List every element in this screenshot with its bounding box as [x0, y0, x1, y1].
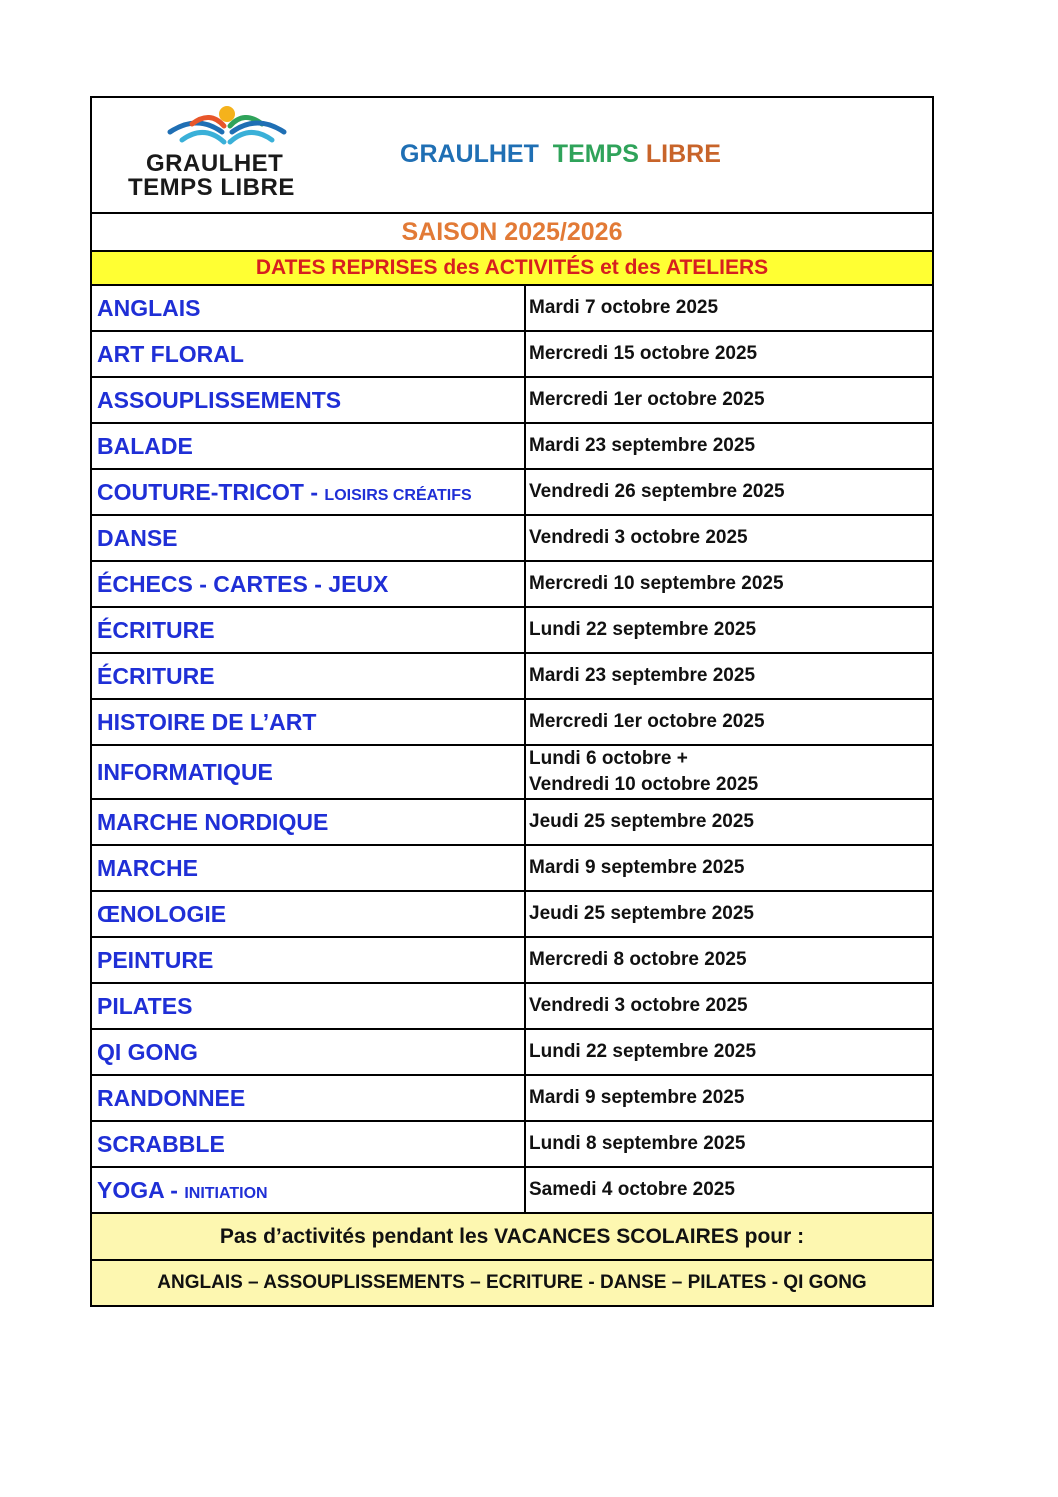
start-date: Jeudi 25 septembre 2025 — [529, 811, 754, 832]
table-row — [91, 799, 933, 845]
activity-cell — [91, 653, 525, 699]
start-date: Lundi 22 septembre 2025 — [529, 1041, 757, 1062]
table-row — [91, 423, 933, 469]
activity-name: PILATES — [97, 992, 193, 1019]
activity-name: INFORMATIQUE — [97, 758, 273, 785]
activity-name: MARCHE — [97, 854, 198, 881]
start-date: Samedi 4 octobre 2025 — [529, 1179, 735, 1200]
activity-cell — [91, 799, 525, 845]
start-date: Lundi 8 septembre 2025 — [529, 1133, 746, 1154]
table-row — [91, 515, 933, 561]
table-row — [91, 1075, 933, 1121]
activity-cell — [91, 845, 525, 891]
activity-name: ASSOUPLISSEMENTS — [97, 386, 342, 413]
table-row — [91, 699, 933, 745]
start-date: Vendredi 26 septembre 2025 — [529, 481, 785, 502]
schedule-table — [90, 96, 934, 1307]
sun-rays-icon — [162, 102, 292, 150]
date-cell — [525, 983, 933, 1029]
activity-subtitle: LOISIRS CRÉATIFS — [324, 486, 472, 504]
activity-name: ÉCRITURE — [97, 662, 215, 689]
activity-cell — [91, 699, 525, 745]
date-cell — [525, 845, 933, 891]
footer-note-row — [91, 1213, 933, 1260]
start-date: Mercredi 15 octobre 2025 — [529, 343, 758, 364]
activity-name: ANGLAIS — [97, 294, 201, 321]
activity-subtitle: INITIATION — [184, 1184, 268, 1202]
date-cell — [525, 285, 933, 331]
logo-text-line1: GRAULHET — [146, 150, 284, 177]
activity-name: QI GONG — [97, 1038, 198, 1065]
activity-name: YOGA - — [97, 1176, 185, 1203]
table-row — [91, 469, 933, 515]
activity-name: SCRABBLE — [97, 1130, 225, 1157]
date-cell — [525, 799, 933, 845]
date-cell — [525, 1121, 933, 1167]
date-cell — [525, 891, 933, 937]
activity-name: RANDONNEE — [97, 1084, 246, 1111]
start-date: Mardi 23 septembre 2025 — [529, 435, 756, 456]
dates-title-row — [91, 251, 933, 285]
start-date: Mercredi 1er octobre 2025 — [529, 711, 765, 732]
start-date: Vendredi 3 octobre 2025 — [529, 527, 748, 548]
activity-cell — [91, 423, 525, 469]
dates-title: DATES REPRISES des ACTIVITÉS et des ATELIERS — [91, 251, 933, 285]
header-row — [91, 97, 933, 213]
activity-cell — [91, 1121, 525, 1167]
start-date: Lundi 22 septembre 2025 — [529, 619, 757, 640]
title-part-temps: TEMPS — [552, 140, 639, 168]
activity-name: MARCHE NORDIQUE — [97, 808, 329, 835]
table-row — [91, 745, 933, 799]
activity-name: ÉCHECS - CARTES - JEUX — [97, 570, 389, 597]
page-title — [400, 140, 721, 169]
activity-name: PEINTURE — [97, 946, 214, 973]
table-row — [91, 891, 933, 937]
date-cell — [525, 699, 933, 745]
date-cell — [525, 653, 933, 699]
date-cell — [525, 331, 933, 377]
activity-name: DANSE — [97, 524, 178, 551]
activity-cell — [91, 891, 525, 937]
date-cell — [525, 1029, 933, 1075]
activity-name: ÉCRITURE — [97, 616, 215, 643]
table-row — [91, 377, 933, 423]
saison-row — [91, 213, 933, 251]
activity-cell — [91, 1029, 525, 1075]
footer-note: Pas d’activités pendant les VACANCES SCOLAIRES pour : — [91, 1213, 933, 1260]
activity-name: ART FLORAL — [97, 340, 244, 367]
start-date: Jeudi 25 septembre 2025 — [529, 903, 754, 924]
activity-cell — [91, 937, 525, 983]
logo-text-line2: TEMPS LIBRE — [128, 174, 295, 201]
start-date: Mardi 23 septembre 2025 — [529, 665, 756, 686]
start-date: Lundi 6 octobre + — [529, 748, 688, 769]
activity-name: HISTOIRE DE L’ART — [97, 708, 317, 735]
table-row — [91, 607, 933, 653]
saison-label: SAISON 2025/2026 — [91, 213, 933, 251]
activity-name: ŒNOLOGIE — [97, 900, 227, 927]
start-date: Mercredi 1er octobre 2025 — [529, 389, 765, 410]
table-row — [91, 983, 933, 1029]
table-row — [91, 653, 933, 699]
activity-cell — [91, 745, 525, 799]
date-cell — [525, 745, 933, 799]
date-cell — [525, 423, 933, 469]
title-part-libre: LIBRE — [645, 140, 721, 168]
table-row — [91, 937, 933, 983]
start-date: Vendredi 3 octobre 2025 — [529, 995, 748, 1016]
activity-name: COUTURE-TRICOT - — [97, 478, 325, 505]
footer-list: ANGLAIS – ASSOUPLISSEMENTS – ECRITURE - DANSE – PILATES - QI GONG — [91, 1260, 933, 1306]
table-row — [91, 1029, 933, 1075]
title-part-graulhet: GRAULHET — [400, 140, 539, 168]
activity-name: BALADE — [97, 432, 193, 459]
date-cell — [525, 377, 933, 423]
start-date: Mercredi 8 octobre 2025 — [529, 949, 747, 970]
activity-cell — [91, 561, 525, 607]
start-date: Mardi 9 septembre 2025 — [529, 1087, 745, 1108]
start-date: Mardi 7 octobre 2025 — [529, 297, 719, 318]
activity-cell — [91, 983, 525, 1029]
date-cell — [525, 561, 933, 607]
start-date-second: Vendredi 10 octobre 2025 — [529, 774, 759, 795]
date-cell — [525, 937, 933, 983]
start-date: Mardi 9 septembre 2025 — [529, 857, 745, 878]
logo — [122, 102, 332, 206]
table-row — [91, 331, 933, 377]
activity-cell — [91, 1167, 525, 1213]
table-row — [91, 285, 933, 331]
activity-cell — [91, 285, 525, 331]
table-row — [91, 845, 933, 891]
footer-list-row — [91, 1260, 933, 1306]
activity-cell — [91, 607, 525, 653]
activity-cell — [91, 515, 525, 561]
date-cell — [525, 1167, 933, 1213]
table-row — [91, 1167, 933, 1213]
date-cell — [525, 515, 933, 561]
activity-cell — [91, 1075, 525, 1121]
activity-cell — [91, 377, 525, 423]
table-row — [91, 561, 933, 607]
activity-cell — [91, 469, 525, 515]
date-cell — [525, 469, 933, 515]
activity-cell — [91, 331, 525, 377]
start-date: Mercredi 10 septembre 2025 — [529, 573, 784, 594]
date-cell — [525, 607, 933, 653]
date-cell — [525, 1075, 933, 1121]
table-row — [91, 1121, 933, 1167]
